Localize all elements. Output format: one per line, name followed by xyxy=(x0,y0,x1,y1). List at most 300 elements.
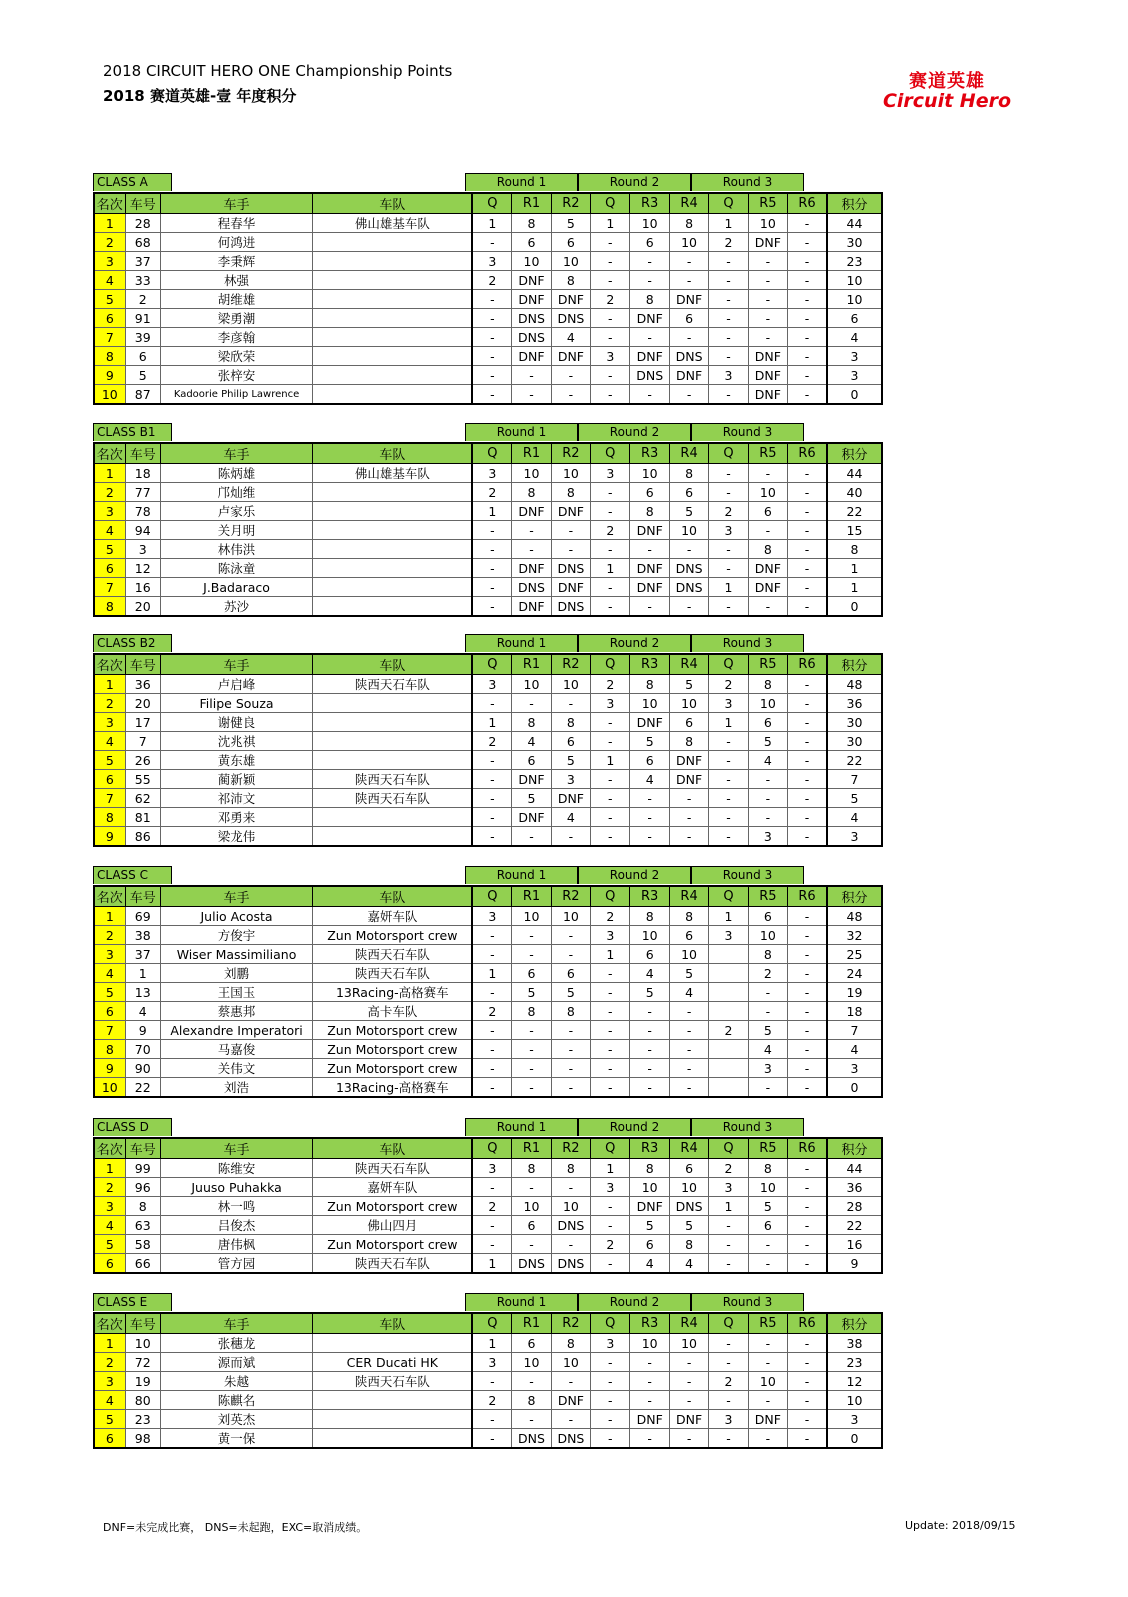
car-number-cell: 98 xyxy=(125,1429,160,1449)
result-cell: - xyxy=(788,694,827,713)
table-row xyxy=(94,675,882,694)
result-cell: 3 xyxy=(591,1334,630,1353)
result-cell: - xyxy=(472,597,511,617)
result-cell: - xyxy=(551,366,590,385)
table-row xyxy=(94,1410,882,1429)
class-section xyxy=(93,866,883,1098)
result-cell: 6 xyxy=(630,483,669,502)
result-cell: - xyxy=(512,1078,551,1098)
driver-cell: 何鸿进 xyxy=(160,233,312,252)
result-cell: 8 xyxy=(669,464,708,483)
car-number-cell: 2 xyxy=(125,290,160,309)
result-cell: DNF xyxy=(512,347,551,366)
result-cell: 3 xyxy=(472,675,511,694)
result-cell: 2 xyxy=(472,732,511,751)
result-cell: 10 xyxy=(748,694,787,713)
points-cell: 40 xyxy=(827,483,882,502)
result-cell: - xyxy=(709,1216,748,1235)
result-cell: - xyxy=(669,1021,708,1040)
title-cn: 2018 赛道英雄-壹 年度积分 xyxy=(103,87,297,105)
result-cell: - xyxy=(709,540,748,559)
result-cell: DNF xyxy=(630,309,669,328)
round-header: Round 1 xyxy=(465,1293,578,1311)
points-cell: 3 xyxy=(827,366,882,385)
result-cell: - xyxy=(788,945,827,964)
result-cell: 2 xyxy=(709,1021,748,1040)
driver-cell: 陈维安 xyxy=(160,1159,312,1178)
result-cell: 1 xyxy=(591,1159,630,1178)
result-cell: DNF xyxy=(551,1391,590,1410)
result-cell: - xyxy=(630,1372,669,1391)
result-cell: 5 xyxy=(512,789,551,808)
class-header-row xyxy=(93,423,883,442)
result-cell: 5 xyxy=(630,983,669,1002)
result-cell: - xyxy=(551,827,590,847)
column-header: R3 xyxy=(630,193,669,214)
driver-cell: 刘浩 xyxy=(160,1078,312,1098)
team-cell xyxy=(313,290,473,309)
result-cell: 10 xyxy=(512,907,551,926)
result-cell: - xyxy=(591,1410,630,1429)
result-cell: - xyxy=(788,1254,827,1274)
result-cell: - xyxy=(709,328,748,347)
position-cell: 10 xyxy=(94,1078,125,1098)
result-cell: - xyxy=(591,233,630,252)
car-number-cell: 62 xyxy=(125,789,160,808)
result-cell: 1 xyxy=(709,578,748,597)
table-row xyxy=(94,309,882,328)
driver-cell: 蔡惠邦 xyxy=(160,1002,312,1021)
result-cell: - xyxy=(788,827,827,847)
car-number-cell: 78 xyxy=(125,502,160,521)
column-header-row xyxy=(94,654,882,675)
car-number-cell: 17 xyxy=(125,713,160,732)
column-header: Q xyxy=(709,193,748,214)
result-cell: - xyxy=(709,347,748,366)
table-row xyxy=(94,732,882,751)
driver-cell: 唐伟枫 xyxy=(160,1235,312,1254)
result-cell: - xyxy=(669,252,708,271)
result-cell: 10 xyxy=(551,1197,590,1216)
driver-cell: 梁欣荣 xyxy=(160,347,312,366)
column-header: R3 xyxy=(630,654,669,675)
column-header: R2 xyxy=(551,1313,590,1334)
result-cell: - xyxy=(551,1078,590,1098)
team-cell xyxy=(313,1429,473,1449)
driver-cell: 王国玉 xyxy=(160,983,312,1002)
team-cell: 陕西天石车队 xyxy=(313,675,473,694)
result-cell xyxy=(709,964,748,983)
class-section xyxy=(93,634,883,847)
column-header: R6 xyxy=(788,1313,827,1334)
result-cell: - xyxy=(748,808,787,827)
result-cell: 5 xyxy=(669,1216,708,1235)
result-cell: 1 xyxy=(472,502,511,521)
result-cell: DNF xyxy=(669,770,708,789)
position-cell: 10 xyxy=(94,385,125,405)
result-cell: - xyxy=(788,1391,827,1410)
team-cell: 佛山雄基车队 xyxy=(313,464,473,483)
result-cell: - xyxy=(512,945,551,964)
column-header: R6 xyxy=(788,886,827,907)
result-cell: - xyxy=(788,578,827,597)
result-cell: 3 xyxy=(709,1178,748,1197)
result-cell: 1 xyxy=(472,1334,511,1353)
result-cell: 3 xyxy=(591,926,630,945)
car-number-cell: 66 xyxy=(125,1254,160,1274)
result-cell: - xyxy=(788,1159,827,1178)
result-cell: - xyxy=(512,1059,551,1078)
team-cell xyxy=(313,578,473,597)
position-cell: 3 xyxy=(94,502,125,521)
result-cell: 1 xyxy=(472,1254,511,1274)
car-number-cell: 80 xyxy=(125,1391,160,1410)
result-cell: DNS xyxy=(551,559,590,578)
result-cell: 5 xyxy=(630,732,669,751)
points-cell: 44 xyxy=(827,464,882,483)
position-cell: 5 xyxy=(94,1410,125,1429)
result-cell: - xyxy=(788,252,827,271)
result-cell: - xyxy=(591,597,630,617)
result-cell: - xyxy=(512,1372,551,1391)
result-cell: 1 xyxy=(591,751,630,770)
result-cell: DNS xyxy=(551,1429,590,1449)
result-cell: DNF xyxy=(630,559,669,578)
column-header: 车队 xyxy=(313,193,473,214)
position-cell: 7 xyxy=(94,1021,125,1040)
result-cell: 3 xyxy=(709,521,748,540)
car-number-cell: 13 xyxy=(125,983,160,1002)
result-cell: - xyxy=(788,1216,827,1235)
result-cell: 5 xyxy=(669,964,708,983)
driver-cell: 管方园 xyxy=(160,1254,312,1274)
position-cell: 4 xyxy=(94,732,125,751)
column-header: 积分 xyxy=(827,654,882,675)
points-cell: 36 xyxy=(827,1178,882,1197)
result-cell: - xyxy=(709,385,748,405)
team-cell: 陕西天石车队 xyxy=(313,964,473,983)
result-cell: DNF xyxy=(630,1197,669,1216)
result-cell: - xyxy=(472,1372,511,1391)
result-cell: - xyxy=(591,271,630,290)
column-header: 车队 xyxy=(313,443,473,464)
result-cell: DNF xyxy=(669,751,708,770)
round-header: Round 2 xyxy=(578,1293,691,1311)
result-cell: - xyxy=(669,597,708,617)
result-cell: - xyxy=(788,347,827,366)
team-cell: 嘉妍车队 xyxy=(313,907,473,926)
result-cell: DNF xyxy=(630,713,669,732)
column-header-row xyxy=(94,443,882,464)
column-header-row xyxy=(94,1138,882,1159)
result-cell: 10 xyxy=(551,675,590,694)
class-name: CLASS C xyxy=(93,866,172,884)
result-cell: DNF xyxy=(669,366,708,385)
driver-cell: 黄一保 xyxy=(160,1429,312,1449)
team-cell xyxy=(313,827,473,847)
column-header: R1 xyxy=(512,1138,551,1159)
result-cell: DNF xyxy=(630,1410,669,1429)
points-cell: 3 xyxy=(827,1410,882,1429)
column-header: R5 xyxy=(748,1138,787,1159)
column-header-row xyxy=(94,193,882,214)
table-row xyxy=(94,713,882,732)
class-section xyxy=(93,173,883,405)
result-cell: 10 xyxy=(551,252,590,271)
result-cell: 8 xyxy=(512,1391,551,1410)
result-cell: 6 xyxy=(748,502,787,521)
column-header: Q xyxy=(591,886,630,907)
column-header: Q xyxy=(472,1313,511,1334)
team-cell xyxy=(313,694,473,713)
points-cell: 4 xyxy=(827,328,882,347)
car-number-cell: 6 xyxy=(125,347,160,366)
standings-table xyxy=(93,192,883,405)
driver-cell: 张梓安 xyxy=(160,366,312,385)
team-cell: Zun Motorsport crew xyxy=(313,1235,473,1254)
result-cell: 1 xyxy=(709,907,748,926)
result-cell: - xyxy=(512,1178,551,1197)
result-cell: - xyxy=(669,1059,708,1078)
round-header: Round 1 xyxy=(465,634,578,652)
round-header: Round 2 xyxy=(578,173,691,191)
result-cell: - xyxy=(748,309,787,328)
result-cell: - xyxy=(748,1391,787,1410)
team-cell: 13Racing-高格赛车 xyxy=(313,983,473,1002)
result-cell: 10 xyxy=(669,945,708,964)
result-cell: 8 xyxy=(748,675,787,694)
table-row xyxy=(94,271,882,290)
result-cell: - xyxy=(472,559,511,578)
car-number-cell: 81 xyxy=(125,808,160,827)
result-cell: - xyxy=(788,983,827,1002)
position-cell: 2 xyxy=(94,694,125,713)
result-cell: DNS xyxy=(669,578,708,597)
result-cell: 3 xyxy=(472,1353,511,1372)
table-row xyxy=(94,1353,882,1372)
column-header: 名次 xyxy=(94,1138,125,1159)
class-header-row xyxy=(93,173,883,192)
table-row xyxy=(94,1334,882,1353)
result-cell: - xyxy=(591,1254,630,1274)
car-number-cell: 22 xyxy=(125,1078,160,1098)
result-cell: 6 xyxy=(512,751,551,770)
car-number-cell: 12 xyxy=(125,559,160,578)
result-cell: - xyxy=(630,1040,669,1059)
table-row xyxy=(94,827,882,847)
position-cell: 1 xyxy=(94,675,125,694)
result-cell: - xyxy=(551,694,590,713)
driver-cell: 吕俊杰 xyxy=(160,1216,312,1235)
team-cell: 13Racing-高格赛车 xyxy=(313,1078,473,1098)
result-cell: - xyxy=(748,271,787,290)
result-cell: 6 xyxy=(669,309,708,328)
points-cell: 4 xyxy=(827,1040,882,1059)
result-cell: - xyxy=(788,597,827,617)
result-cell: - xyxy=(788,1372,827,1391)
result-cell: 2 xyxy=(591,907,630,926)
column-header: Q xyxy=(709,1138,748,1159)
result-cell: - xyxy=(748,290,787,309)
column-header: 名次 xyxy=(94,1313,125,1334)
result-cell: - xyxy=(788,290,827,309)
result-cell: - xyxy=(748,1002,787,1021)
result-cell: DNF xyxy=(748,559,787,578)
points-cell: 30 xyxy=(827,732,882,751)
class-header-row xyxy=(93,634,883,653)
team-cell: 陕西天石车队 xyxy=(313,1254,473,1274)
result-cell: 6 xyxy=(630,945,669,964)
result-cell: - xyxy=(630,1078,669,1098)
column-header: 车手 xyxy=(160,654,312,675)
team-cell xyxy=(313,713,473,732)
driver-cell: 卢启峰 xyxy=(160,675,312,694)
position-cell: 2 xyxy=(94,926,125,945)
result-cell: - xyxy=(591,1353,630,1372)
driver-cell: 祁沛文 xyxy=(160,789,312,808)
result-cell: 4 xyxy=(669,983,708,1002)
result-cell: - xyxy=(748,252,787,271)
points-cell: 0 xyxy=(827,1078,882,1098)
result-cell: - xyxy=(591,1040,630,1059)
table-row xyxy=(94,1021,882,1040)
result-cell: - xyxy=(709,808,748,827)
points-cell: 23 xyxy=(827,1353,882,1372)
column-header: R1 xyxy=(512,886,551,907)
result-cell: 2 xyxy=(709,233,748,252)
points-cell: 12 xyxy=(827,1372,882,1391)
result-cell: 2 xyxy=(591,521,630,540)
result-cell: DNF xyxy=(551,578,590,597)
class-section xyxy=(93,1293,883,1449)
result-cell: - xyxy=(788,366,827,385)
result-cell: 6 xyxy=(669,713,708,732)
column-header: R4 xyxy=(669,1313,708,1334)
result-cell: - xyxy=(472,540,511,559)
team-cell xyxy=(313,808,473,827)
table-row xyxy=(94,1254,882,1274)
column-header: 车手 xyxy=(160,193,312,214)
result-cell: - xyxy=(512,540,551,559)
points-cell: 24 xyxy=(827,964,882,983)
standings-table xyxy=(93,442,883,617)
position-cell: 5 xyxy=(94,983,125,1002)
result-cell: 8 xyxy=(512,483,551,502)
column-header: R4 xyxy=(669,886,708,907)
round-header: Round 1 xyxy=(465,1118,578,1136)
round-header: Round 2 xyxy=(578,634,691,652)
table-row xyxy=(94,464,882,483)
result-cell: 4 xyxy=(748,1040,787,1059)
result-cell: 5 xyxy=(551,983,590,1002)
points-cell: 18 xyxy=(827,1002,882,1021)
position-cell: 4 xyxy=(94,271,125,290)
result-cell: 3 xyxy=(591,1178,630,1197)
result-cell: - xyxy=(788,1178,827,1197)
result-cell: - xyxy=(472,751,511,770)
result-cell: 10 xyxy=(748,926,787,945)
result-cell: 5 xyxy=(630,1216,669,1235)
column-header: 车手 xyxy=(160,1313,312,1334)
result-cell: 5 xyxy=(551,751,590,770)
result-cell: - xyxy=(630,540,669,559)
points-cell: 25 xyxy=(827,945,882,964)
result-cell: - xyxy=(512,694,551,713)
driver-cell: 朱越 xyxy=(160,1372,312,1391)
result-cell: - xyxy=(709,252,748,271)
result-cell: - xyxy=(669,1391,708,1410)
result-cell: 6 xyxy=(630,1235,669,1254)
table-row xyxy=(94,233,882,252)
position-cell: 1 xyxy=(94,1159,125,1178)
result-cell: DNS xyxy=(669,1197,708,1216)
result-cell: DNS xyxy=(512,328,551,347)
points-cell: 1 xyxy=(827,559,882,578)
result-cell: - xyxy=(630,271,669,290)
table-row xyxy=(94,385,882,405)
result-cell: 10 xyxy=(630,694,669,713)
round-header: Round 2 xyxy=(578,1118,691,1136)
result-cell: - xyxy=(472,521,511,540)
result-cell: - xyxy=(630,1353,669,1372)
points-cell: 9 xyxy=(827,1254,882,1274)
result-cell: - xyxy=(788,1040,827,1059)
round-header: Round 3 xyxy=(691,1293,804,1311)
position-cell: 4 xyxy=(94,964,125,983)
result-cell: - xyxy=(630,1391,669,1410)
column-header: R1 xyxy=(512,1313,551,1334)
result-cell: - xyxy=(669,827,708,847)
result-cell: - xyxy=(630,328,669,347)
result-cell: - xyxy=(512,521,551,540)
result-cell: 8 xyxy=(512,214,551,233)
result-cell: - xyxy=(512,366,551,385)
result-cell: - xyxy=(472,1059,511,1078)
result-cell: 10 xyxy=(630,464,669,483)
result-cell: - xyxy=(630,1059,669,1078)
column-header: Q xyxy=(591,1138,630,1159)
result-cell: 1 xyxy=(472,713,511,732)
result-cell xyxy=(709,983,748,1002)
position-cell: 5 xyxy=(94,1235,125,1254)
result-cell: DNF xyxy=(512,290,551,309)
result-cell: 8 xyxy=(630,502,669,521)
result-cell: - xyxy=(748,464,787,483)
result-cell: - xyxy=(788,1059,827,1078)
result-cell: - xyxy=(472,694,511,713)
driver-cell: 梁龙伟 xyxy=(160,827,312,847)
position-cell: 7 xyxy=(94,328,125,347)
result-cell: 10 xyxy=(630,214,669,233)
result-cell: DNF xyxy=(669,290,708,309)
result-cell: DNF xyxy=(630,347,669,366)
result-cell: - xyxy=(788,751,827,770)
driver-cell: J.Badaraco xyxy=(160,578,312,597)
result-cell: DNF xyxy=(748,1410,787,1429)
table-row xyxy=(94,559,882,578)
class-name: CLASS D xyxy=(93,1118,172,1136)
column-header-row xyxy=(94,1313,882,1334)
team-cell: 嘉妍车队 xyxy=(313,1178,473,1197)
position-cell: 3 xyxy=(94,945,125,964)
result-cell: - xyxy=(788,926,827,945)
result-cell: 8 xyxy=(748,1159,787,1178)
result-cell: - xyxy=(788,309,827,328)
position-cell: 6 xyxy=(94,1002,125,1021)
column-header: Q xyxy=(472,886,511,907)
result-cell: 8 xyxy=(512,1159,551,1178)
result-cell: 1 xyxy=(472,964,511,983)
